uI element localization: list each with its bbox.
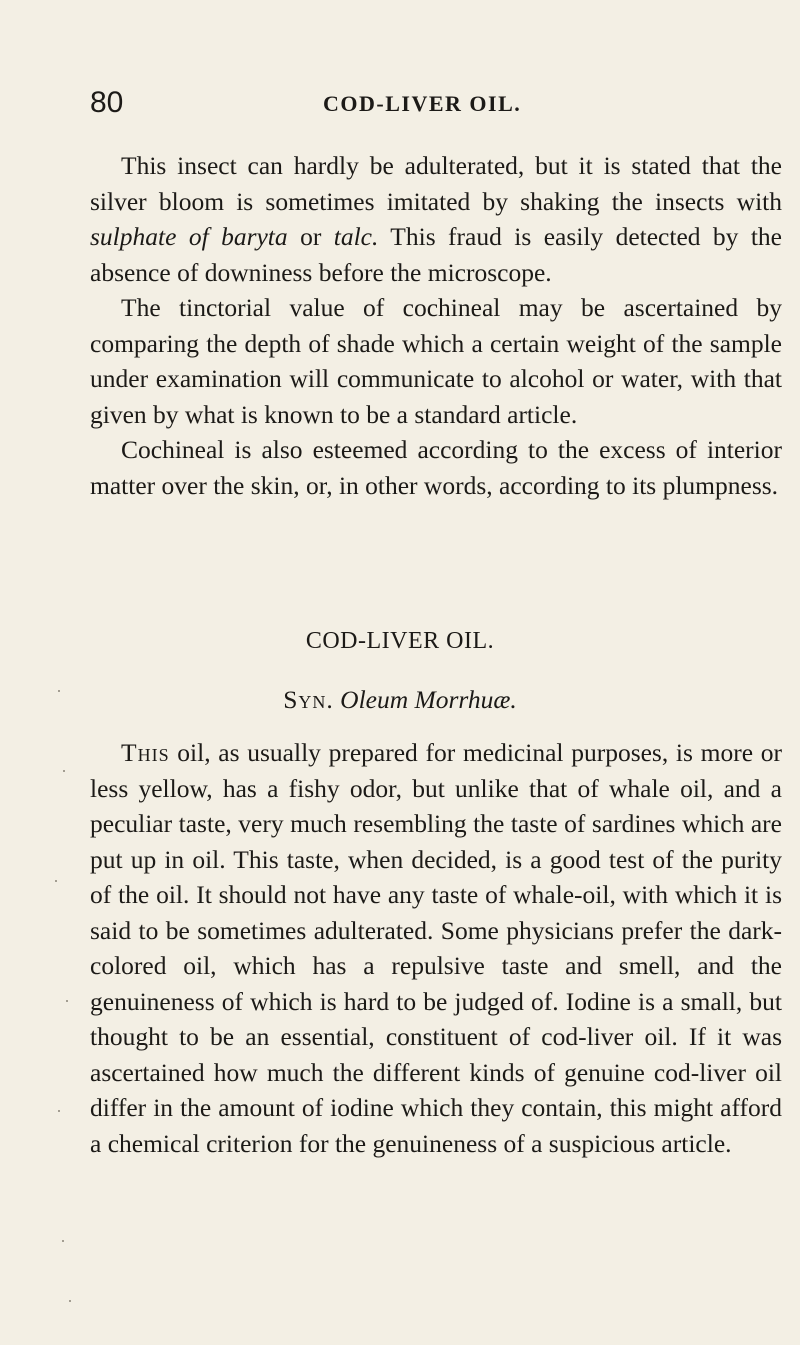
paragraph-plumpness: Cochineal is also esteemed according to the excess of interior matter over the skin, or, in other words, according to its plumpness. [90, 435, 782, 500]
margin-speck [58, 690, 60, 692]
paragraph-adulteration [90, 148, 782, 290]
cod-liver-oil-text [90, 735, 782, 1161]
italic-term: sulphate of baryta [90, 222, 288, 251]
latin-name: Oleum Morrhuæ. [340, 685, 517, 714]
text-fragment: oil, as usually prepared for medicinal purposes, is more or less yellow, has a fishy odor, but unlike that of whale oil, and a peculiar taste, very much resembling the taste of sardines which are put up in oil. This taste, when decided, is a good test of the purity of the oil. It should not have any taste of whale-oil, with which it is said to be sometimes adulterated. Some physicians prefer the dark-colored oil, which has a repulsive taste and smell, and the genuineness of which is hard to be judged of. Iodine is a small, but thought to be an essential, constituent of cod-liver oil. If it was ascertained how much the different kinds of genuine cod-liver oil differ in the amount of iodine which they contain, this might afford a chemical criterion for the genuineness of a suspicious article. [90, 738, 782, 1158]
section-heading: COD-LIVER OIL. [305, 628, 495, 654]
text-fragment: This insect can hardly be adulterated, but it is stated that the silver bloom is sometimes imitated by shaking the insects with [90, 151, 782, 216]
cochineal-text [90, 148, 782, 503]
margin-speck [55, 880, 57, 882]
margin-speck [62, 1240, 64, 1242]
italic-term: talc. [333, 222, 379, 251]
paragraph-tinctorial-value: The tinctorial value of cochineal may be ascertained by comparing the depth of shade which a certain weight of the sample under examination will communicate to alcohol or water, with that given by what is known to be a standard article. [90, 293, 782, 429]
synonym-label: Syn. [283, 685, 334, 714]
running-head [90, 86, 780, 126]
margin-speck [58, 1110, 60, 1112]
margin-speck [63, 770, 65, 772]
margin-speck [66, 1000, 68, 1002]
text-fragment: This fraud is easily detected by the absence of downiness before the microscope. [90, 222, 783, 287]
paragraph-description [90, 735, 782, 1161]
page-number: 80 [90, 86, 124, 119]
text-fragment: or [287, 222, 334, 251]
margin-speck [69, 1300, 71, 1302]
synonym-line [0, 685, 800, 715]
running-title: COD-LIVER OIL. [323, 91, 522, 116]
lead-word: This [121, 738, 170, 767]
